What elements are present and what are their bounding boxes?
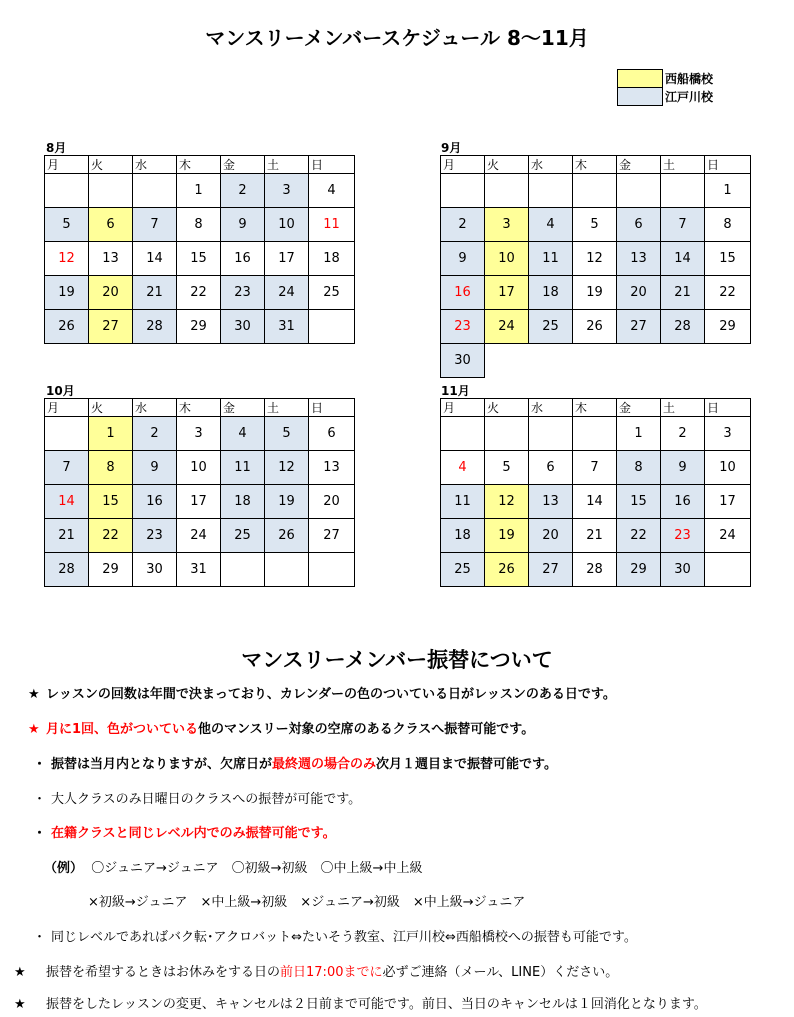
day-cell: 28 (133, 310, 177, 344)
day-cell: 28 (45, 553, 89, 587)
day-cell: 27 (89, 310, 133, 344)
day-cell: 8 (89, 451, 133, 485)
day-cell: 10 (265, 208, 309, 242)
day-cell: 16 (221, 242, 265, 276)
empty-day-cell (661, 344, 705, 378)
month-label-sep: 9月 (441, 141, 462, 155)
weekday-header: 日 (309, 156, 355, 174)
day-cell: 26 (45, 310, 89, 344)
calendar-week-row (45, 485, 355, 519)
weekday-header: 火 (485, 156, 529, 174)
day-cell: 21 (573, 519, 617, 553)
calendar-week-row (441, 451, 751, 485)
day-cell: 8 (177, 208, 221, 242)
weekday-header: 月 (45, 399, 89, 417)
day-cell: 24 (485, 310, 529, 344)
weekday-header: 日 (705, 156, 751, 174)
day-cell: 27 (529, 553, 573, 587)
day-cell: 6 (89, 208, 133, 242)
rule-7-example-ng (88, 891, 525, 910)
weekday-header: 日 (705, 399, 751, 417)
bullet-icon: ・ (33, 930, 47, 945)
day-cell: 26 (485, 553, 529, 587)
day-cell: 21 (133, 276, 177, 310)
rule-4 (33, 788, 361, 807)
day-cell: 10 (705, 451, 751, 485)
day-cell: 3 (485, 208, 529, 242)
day-cell: 18 (221, 485, 265, 519)
day-cell: 11 (309, 208, 355, 242)
day-cell: 14 (45, 485, 89, 519)
calendar-week-row (441, 310, 751, 344)
day-cell: 16 (133, 485, 177, 519)
day-cell: 29 (617, 553, 661, 587)
day-cell: 22 (617, 519, 661, 553)
calendar-week-row (45, 174, 355, 208)
empty-day-cell (89, 174, 133, 208)
calendar-week-row (441, 485, 751, 519)
day-cell: 2 (441, 208, 485, 242)
day-cell: 23 (661, 519, 705, 553)
day-cell: 22 (89, 519, 133, 553)
empty-day-cell (45, 174, 89, 208)
weekday-header: 木 (177, 399, 221, 417)
bullet-icon: ・ (33, 757, 47, 772)
day-cell: 12 (573, 242, 617, 276)
calendar-week-row (45, 519, 355, 553)
day-cell: 15 (705, 242, 751, 276)
day-cell: 6 (529, 451, 573, 485)
weekday-header: 水 (529, 156, 573, 174)
day-cell: 2 (661, 417, 705, 451)
empty-day-cell (133, 174, 177, 208)
day-cell: 1 (705, 174, 751, 208)
day-cell: 24 (705, 519, 751, 553)
day-cell: 3 (265, 174, 309, 208)
empty-day-cell (485, 174, 529, 208)
day-cell: 4 (221, 417, 265, 451)
day-cell: 1 (89, 417, 133, 451)
calendar-aug (44, 155, 355, 344)
day-cell: 27 (309, 519, 355, 553)
day-cell: 27 (617, 310, 661, 344)
bullet-icon: ・ (33, 792, 47, 807)
rule-4-text: 大人クラスのみ日曜日のクラスへの振替が可能です。 (51, 792, 362, 807)
day-cell: 17 (177, 485, 221, 519)
day-cell: 3 (705, 417, 751, 451)
day-cell: 20 (529, 519, 573, 553)
day-cell: 8 (617, 451, 661, 485)
day-cell: 12 (45, 242, 89, 276)
day-cell: 18 (441, 519, 485, 553)
day-cell: 6 (617, 208, 661, 242)
day-cell: 13 (529, 485, 573, 519)
day-cell: 25 (441, 553, 485, 587)
rule-6-text: 〇ジュニア→ジュニア 〇初級→初級 〇中上級→中上級 (91, 861, 423, 876)
empty-day-cell (617, 344, 661, 378)
bullet-icon: ・ (33, 826, 47, 841)
rule-3 (33, 753, 557, 772)
rule-2-text: 他のマンスリー対象の空席のあるクラスへ振替可能です。 (198, 722, 535, 737)
example-prefix: （例） (44, 861, 84, 876)
calendar-week-row (441, 344, 751, 378)
rule-3-text-b: 次月１週目まで振替可能です。 (376, 757, 557, 772)
weekday-header: 火 (89, 399, 133, 417)
calendar-week-row (441, 276, 751, 310)
day-cell: 17 (705, 485, 751, 519)
day-cell: 16 (441, 276, 485, 310)
day-cell: 2 (221, 174, 265, 208)
day-cell: 30 (133, 553, 177, 587)
weekday-header: 火 (485, 399, 529, 417)
empty-day-cell (221, 553, 265, 587)
day-cell: 15 (617, 485, 661, 519)
day-cell: 7 (661, 208, 705, 242)
day-cell: 20 (309, 485, 355, 519)
day-cell: 25 (529, 310, 573, 344)
empty-day-cell (309, 310, 355, 344)
day-cell: 28 (661, 310, 705, 344)
rule-10-text: 振替をしたレッスンの変更、キャンセルは２日前まで可能です。前日、当日のキャンセルは１回消化となります。 (46, 997, 707, 1012)
rule-9-highlight: 前日17:00までに (280, 965, 383, 980)
weekday-header: 土 (661, 399, 705, 417)
weekday-header: 金 (617, 399, 661, 417)
day-cell: 13 (309, 451, 355, 485)
weekday-header: 土 (265, 156, 309, 174)
calendar-week-row (45, 276, 355, 310)
empty-day-cell (529, 344, 573, 378)
rule-1-text: レッスンの回数は年間で決まっており、カレンダーの色のついている日がレッスンのある日です。 (46, 687, 616, 702)
calendar-oct (44, 398, 355, 587)
day-cell: 4 (441, 451, 485, 485)
day-cell: 7 (45, 451, 89, 485)
weekday-header: 土 (661, 156, 705, 174)
rule-5 (33, 822, 336, 841)
weekday-header: 木 (573, 156, 617, 174)
rule-10 (14, 993, 707, 1012)
day-cell: 22 (705, 276, 751, 310)
legend-swatch-nishifunabashi (618, 70, 663, 88)
day-cell: 10 (485, 242, 529, 276)
day-cell: 30 (441, 344, 485, 378)
calendar-week-row (45, 208, 355, 242)
star-icon: ★ (28, 687, 40, 702)
calendar-week-row (45, 451, 355, 485)
day-cell: 5 (485, 451, 529, 485)
calendar-week-row (441, 242, 751, 276)
day-cell: 20 (89, 276, 133, 310)
day-cell: 9 (221, 208, 265, 242)
section-title: マンスリーメンバー振替について (241, 648, 553, 672)
day-cell: 7 (573, 451, 617, 485)
day-cell: 28 (573, 553, 617, 587)
day-cell: 18 (529, 276, 573, 310)
day-cell: 11 (441, 485, 485, 519)
rule-9-text-a: 振替を希望するときはお休みをする日の (46, 965, 281, 980)
day-cell: 14 (661, 242, 705, 276)
empty-day-cell (705, 553, 751, 587)
star-icon: ★ (28, 722, 40, 737)
weekday-header: 金 (221, 399, 265, 417)
day-cell: 26 (265, 519, 309, 553)
empty-day-cell (309, 553, 355, 587)
empty-day-cell (573, 174, 617, 208)
day-cell: 1 (617, 417, 661, 451)
calendar-week-row (441, 174, 751, 208)
weekday-header: 水 (529, 399, 573, 417)
weekday-header: 木 (573, 399, 617, 417)
calendar-week-row (45, 417, 355, 451)
weekday-header: 月 (45, 156, 89, 174)
rule-2-highlight: 月に1回、色がついている (46, 722, 199, 737)
day-cell: 23 (441, 310, 485, 344)
weekday-header: 月 (441, 399, 485, 417)
legend-label-edogawa: 江戸川校 (665, 90, 714, 104)
day-cell: 29 (705, 310, 751, 344)
empty-day-cell (485, 344, 529, 378)
rule-3-highlight: 最終週の場合のみ (272, 757, 377, 772)
empty-day-cell (441, 174, 485, 208)
empty-day-cell (265, 553, 309, 587)
day-cell: 10 (177, 451, 221, 485)
day-cell: 14 (133, 242, 177, 276)
day-cell: 20 (617, 276, 661, 310)
rule-8 (33, 926, 637, 945)
weekday-header: 火 (89, 156, 133, 174)
day-cell: 14 (573, 485, 617, 519)
empty-day-cell (45, 417, 89, 451)
rule-8-text: 同じレベルであればバク転･アクロバット⇔たいそう教室、江戸川校⇔西船橋校への振替も可能です。 (51, 930, 637, 945)
day-cell: 4 (309, 174, 355, 208)
star-icon: ★ (14, 965, 26, 980)
calendar-week-row (45, 242, 355, 276)
day-cell: 25 (309, 276, 355, 310)
day-cell: 30 (661, 553, 705, 587)
day-cell: 3 (177, 417, 221, 451)
legend (617, 69, 714, 106)
day-cell: 13 (89, 242, 133, 276)
weekday-header: 月 (441, 156, 485, 174)
rule-2 (28, 718, 534, 737)
month-label-nov: 11月 (441, 384, 470, 398)
page-title: マンスリーメンバースケジュール 8〜11月 (205, 26, 589, 50)
day-cell: 12 (265, 451, 309, 485)
weekday-header: 水 (133, 156, 177, 174)
day-cell: 9 (133, 451, 177, 485)
day-cell: 29 (89, 553, 133, 587)
calendar-week-row (45, 310, 355, 344)
day-cell: 19 (573, 276, 617, 310)
empty-day-cell (485, 417, 529, 451)
day-cell: 5 (45, 208, 89, 242)
calendar-week-row (441, 519, 751, 553)
day-cell: 9 (441, 242, 485, 276)
day-cell: 25 (221, 519, 265, 553)
day-cell: 12 (485, 485, 529, 519)
day-cell: 11 (221, 451, 265, 485)
calendar-nov (440, 398, 751, 587)
empty-day-cell (617, 174, 661, 208)
day-cell: 5 (573, 208, 617, 242)
rule-9 (14, 961, 618, 980)
legend-swatch-edogawa (618, 88, 663, 106)
day-cell: 4 (529, 208, 573, 242)
day-cell: 19 (45, 276, 89, 310)
day-cell: 24 (265, 276, 309, 310)
rule-9-text-b: 必ずご連絡（メール、LINE）ください。 (382, 965, 619, 980)
day-cell: 16 (661, 485, 705, 519)
empty-day-cell (705, 344, 751, 378)
rule-1 (28, 683, 616, 702)
day-cell: 2 (133, 417, 177, 451)
weekday-header: 水 (133, 399, 177, 417)
rule-5-highlight: 在籍クラスと同じレベル内でのみ振替可能です。 (51, 826, 336, 841)
day-cell: 17 (265, 242, 309, 276)
day-cell: 11 (529, 242, 573, 276)
day-cell: 26 (573, 310, 617, 344)
day-cell: 31 (265, 310, 309, 344)
day-cell: 1 (177, 174, 221, 208)
weekday-header: 金 (617, 156, 661, 174)
weekday-header: 木 (177, 156, 221, 174)
day-cell: 19 (265, 485, 309, 519)
calendar-week-row (441, 417, 751, 451)
day-cell: 22 (177, 276, 221, 310)
day-cell: 7 (133, 208, 177, 242)
weekday-header: 日 (309, 399, 355, 417)
rule-6-example-ok (44, 857, 422, 876)
day-cell: 9 (661, 451, 705, 485)
calendar-week-row (441, 553, 751, 587)
day-cell: 31 (177, 553, 221, 587)
day-cell: 23 (133, 519, 177, 553)
calendar-week-row (441, 208, 751, 242)
legend-label-nishifunabashi: 西船橋校 (665, 72, 714, 86)
empty-day-cell (573, 344, 617, 378)
day-cell: 19 (485, 519, 529, 553)
day-cell: 17 (485, 276, 529, 310)
rule-7-text: ×初級→ジュニア ×中上級→初級 ×ジュニア→初級 ×中上級→ジュニア (88, 895, 526, 910)
empty-day-cell (441, 417, 485, 451)
day-cell: 13 (617, 242, 661, 276)
day-cell: 15 (89, 485, 133, 519)
day-cell: 18 (309, 242, 355, 276)
calendar-sep (440, 155, 751, 378)
day-cell: 8 (705, 208, 751, 242)
day-cell: 5 (265, 417, 309, 451)
empty-day-cell (529, 174, 573, 208)
weekday-header: 金 (221, 156, 265, 174)
month-label-oct: 10月 (46, 384, 75, 398)
day-cell: 24 (177, 519, 221, 553)
calendar-week-row (45, 553, 355, 587)
day-cell: 21 (45, 519, 89, 553)
day-cell: 15 (177, 242, 221, 276)
rule-3-text-a: 振替は当月内となりますが、欠席日が (51, 757, 273, 772)
empty-day-cell (573, 417, 617, 451)
empty-day-cell (529, 417, 573, 451)
day-cell: 29 (177, 310, 221, 344)
day-cell: 23 (221, 276, 265, 310)
empty-day-cell (661, 174, 705, 208)
month-label-aug: 8月 (46, 141, 67, 155)
day-cell: 6 (309, 417, 355, 451)
weekday-header: 土 (265, 399, 309, 417)
day-cell: 21 (661, 276, 705, 310)
star-icon: ★ (14, 997, 26, 1012)
day-cell: 30 (221, 310, 265, 344)
